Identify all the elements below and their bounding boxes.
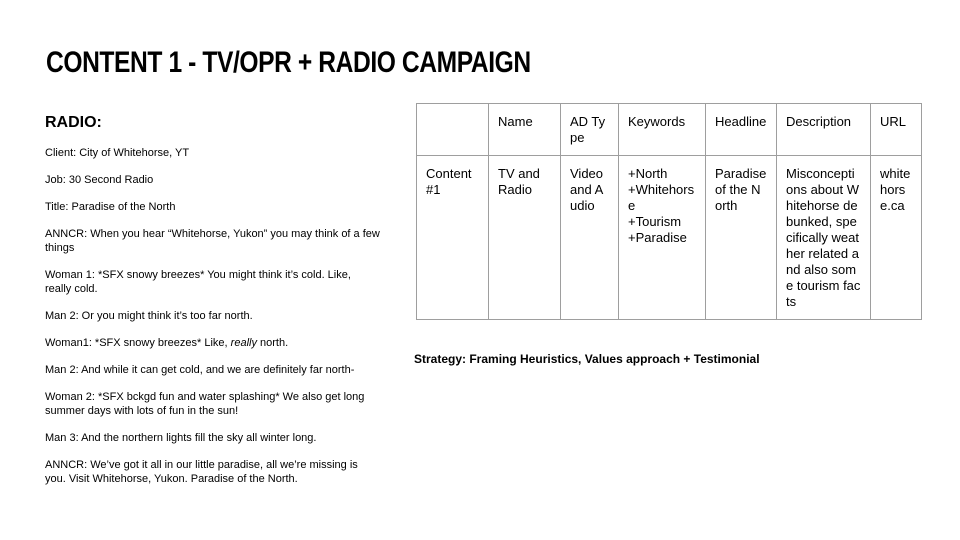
keyword-item: +Paradise bbox=[628, 230, 687, 245]
script-line-woman1-b-suffix: north. bbox=[256, 337, 289, 349]
strategy-text: Strategy: Framing Heuristics, Values approach + Testimonial bbox=[414, 352, 760, 366]
radio-script bbox=[45, 146, 380, 499]
keyword-item: +Whitehorse bbox=[628, 182, 695, 213]
script-line-man-2b: Man 2: And while it can get cold, and we are definitely far north- bbox=[45, 364, 355, 376]
cell-ad-type: Video and Audio bbox=[561, 156, 619, 320]
keyword-item: +North bbox=[628, 166, 668, 181]
table-row bbox=[417, 156, 922, 320]
script-line-woman-2: Woman 2: *SFX bckgd fun and water splashing* We also get long summer days with lots of fun in the sun! bbox=[45, 391, 365, 417]
cell-content-label: Content #1 bbox=[417, 156, 489, 320]
keyword-item: +Tourism bbox=[628, 214, 682, 229]
script-line-anncr-1: ANNCR: When you hear “Whitehorse, Yukon” you may think of a few things bbox=[45, 228, 380, 254]
header-cell-name: Name bbox=[489, 104, 561, 156]
radio-heading: RADIO: bbox=[45, 114, 102, 131]
header-cell-description: Description bbox=[777, 104, 871, 156]
cell-headline: Paradise of the North bbox=[706, 156, 777, 320]
script-title: Title: Paradise of the North bbox=[45, 201, 176, 213]
script-line-anncr-2: ANNCR: We’ve got it all in our little paradise, all we’re missing is you. Visit Whitehorse, Yukon. Paradise of the North. bbox=[45, 459, 358, 485]
cell-name: TV and Radio bbox=[489, 156, 561, 320]
script-line-man-3: Man 3: And the northern lights fill the sky all winter long. bbox=[45, 432, 317, 444]
cell-keywords bbox=[619, 156, 706, 320]
cell-description: Misconceptions about Whitehorse debunked, specifically weather related and also some tourism facts bbox=[777, 156, 871, 320]
header-cell-keywords: Keywords bbox=[619, 104, 706, 156]
header-cell-blank bbox=[417, 104, 489, 156]
table-header-row bbox=[417, 104, 922, 156]
cell-url: whitehorse.ca bbox=[871, 156, 922, 320]
script-client: Client: City of Whitehorse, YT bbox=[45, 147, 190, 159]
script-line-woman1-b-emphasis: really bbox=[230, 337, 257, 349]
script-line-woman1-b bbox=[45, 336, 380, 350]
campaign-table bbox=[416, 103, 922, 320]
script-line-man-2a: Man 2: Or you might think it’s too far north. bbox=[45, 310, 253, 322]
slide-title: CONTENT 1 - TV/OPR + RADIO CAMPAIGN bbox=[46, 46, 531, 79]
header-cell-ad-type: AD Type bbox=[561, 104, 619, 156]
script-line-woman-1: Woman 1: *SFX snowy breezes* You might think it’s cold. Like, really cold. bbox=[45, 269, 351, 295]
header-cell-headline: Headline bbox=[706, 104, 777, 156]
script-job: Job: 30 Second Radio bbox=[45, 174, 154, 186]
script-line-woman1-b-prefix: Woman1: *SFX snowy breezes* Like, bbox=[45, 337, 231, 349]
header-cell-url: URL bbox=[871, 104, 922, 156]
